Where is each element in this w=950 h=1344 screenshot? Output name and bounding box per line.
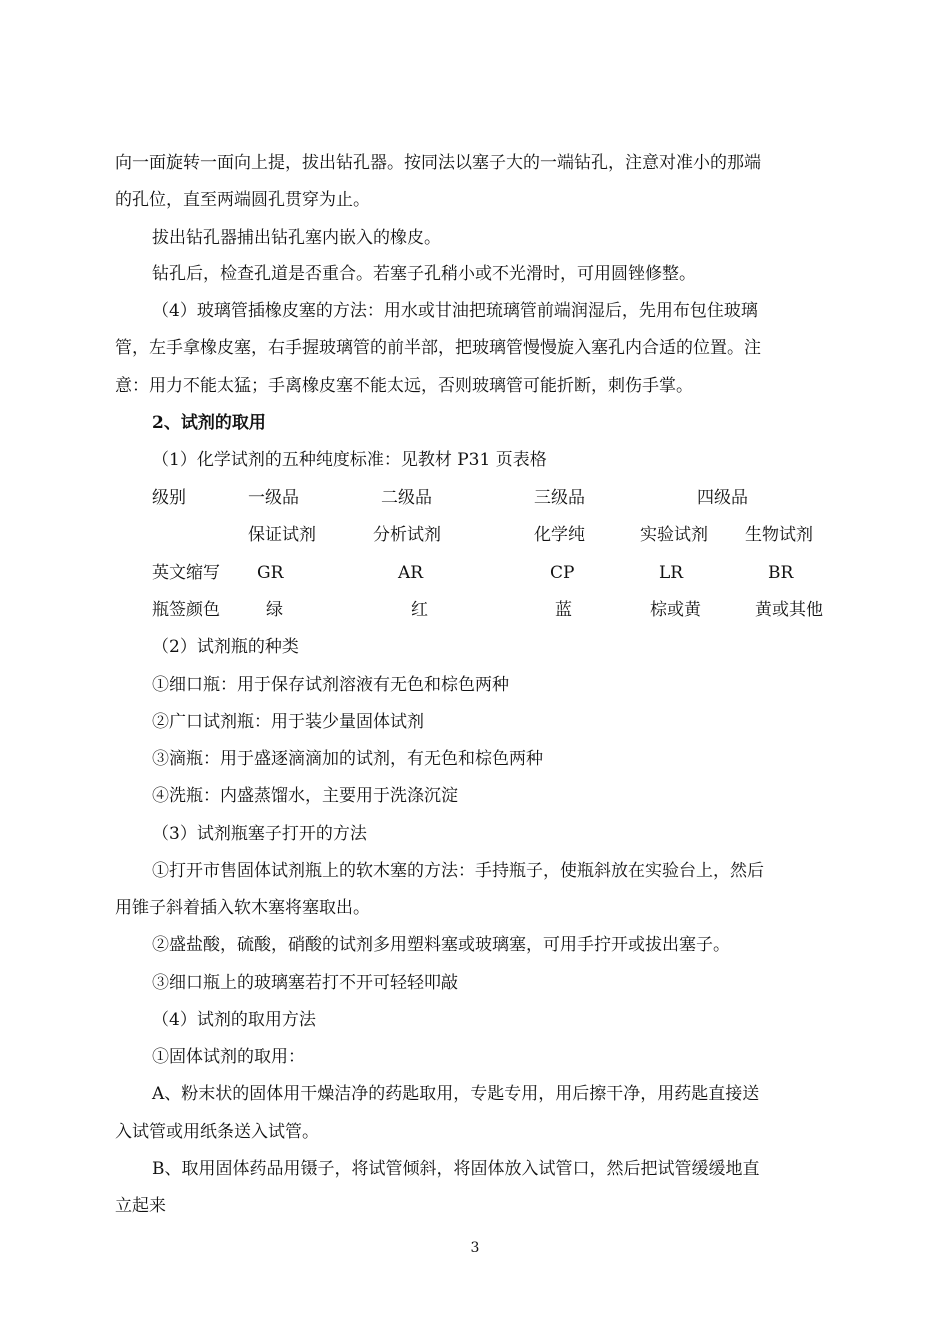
table-cell: CP: [550, 563, 575, 583]
page-number: 3: [470, 1240, 480, 1256]
text-line: 钻孔后，检查孔道是否重合。若塞子孔稍小或不光滑时，可用圆锉修整。: [152, 264, 696, 284]
text-line: 用锥子斜着插入软木塞将塞取出。: [115, 898, 370, 918]
table-cell: 瓶签颜色: [152, 600, 220, 620]
table-cell: 一级品: [248, 488, 299, 508]
text-line: 入试管或用纸条送入试管。: [115, 1122, 319, 1142]
text-line: （4）试剂的取用方法: [152, 1010, 316, 1030]
table-cell: 分析试剂: [373, 525, 441, 545]
table-cell: 二级品: [381, 488, 432, 508]
table-cell: 黄或其他: [755, 600, 823, 620]
table-cell: LR: [659, 563, 684, 583]
text-line: ④洗瓶：内盛蒸馏水，主要用于洗涤沉淀: [152, 786, 458, 806]
text-line: A、粉末状的固体用干燥洁净的药匙取用，专匙专用，用后擦干净，用药匙直接送: [152, 1084, 760, 1104]
table-cell: GR: [257, 563, 284, 583]
text-line: ③滴瓶：用于盛逐滴滴加的试剂，有无色和棕色两种: [152, 749, 543, 769]
table-cell: 保证试剂: [248, 525, 316, 545]
text-line: ①固体试剂的取用：: [152, 1047, 305, 1067]
section-heading: 2、试剂的取用: [152, 413, 266, 433]
text-line: （2）试剂瓶的种类: [152, 637, 299, 657]
table-cell: 红: [411, 600, 428, 620]
table-cell: 级别: [152, 488, 186, 508]
text-line: B、取用固体药品用镊子，将试管倾斜，将固体放入试管口，然后把试管缓缓地直: [152, 1159, 760, 1179]
table-cell: BR: [768, 563, 794, 583]
text-line: （3）试剂瓶塞子打开的方法: [152, 824, 367, 844]
text-line: 管，左手拿橡皮塞，右手握玻璃管的前半部，把玻璃管慢慢旋入塞孔内合适的位置。注: [115, 338, 761, 358]
text-line: 立起来: [115, 1196, 166, 1216]
table-cell: 四级品: [697, 488, 748, 508]
table-cell: 生物试剂: [745, 525, 813, 545]
table-cell: AR: [398, 563, 424, 583]
table-cell: 实验试剂: [640, 525, 708, 545]
text-line: ①打开市售固体试剂瓶上的软木塞的方法：手持瓶子，使瓶斜放在实验台上，然后: [152, 861, 764, 881]
text-line: ①细口瓶：用于保存试剂溶液有无色和棕色两种: [152, 675, 509, 695]
text-line: （4）玻璃管插橡皮塞的方法：用水或甘油把琉璃管前端润湿后，先用布包住玻璃: [152, 301, 758, 321]
table-cell: 蓝: [555, 600, 572, 620]
text-line: ③细口瓶上的玻璃塞若打不开可轻轻叩敲: [152, 973, 458, 993]
text-line: （1）化学试剂的五种纯度标准：见教材 P31 页表格: [152, 450, 547, 470]
text-line: 向一面旋转一面向上提，拔出钻孔器。按同法以塞子大的一端钻孔，注意对准小的那端: [115, 153, 761, 173]
table-cell: 化学纯: [534, 525, 585, 545]
text-line: ②盛盐酸，硫酸，硝酸的试剂多用塑料塞或玻璃塞，可用手拧开或拔出塞子。: [152, 935, 730, 955]
table-cell: 绿: [266, 600, 283, 620]
table-cell: 棕或黄: [650, 600, 701, 620]
text-line: 拔出钻孔器捕出钻孔塞内嵌入的橡皮。: [152, 228, 441, 248]
text-line: ②广口试剂瓶：用于装少量固体试剂: [152, 712, 424, 732]
table-cell: 英文缩写: [152, 563, 220, 583]
table-cell: 三级品: [534, 488, 585, 508]
text-line: 的孔位，直至两端圆孔贯穿为止。: [115, 190, 370, 210]
text-line: 意：用力不能太猛；手离橡皮塞不能太远，否则玻璃管可能折断，刺伤手掌。: [115, 376, 693, 396]
